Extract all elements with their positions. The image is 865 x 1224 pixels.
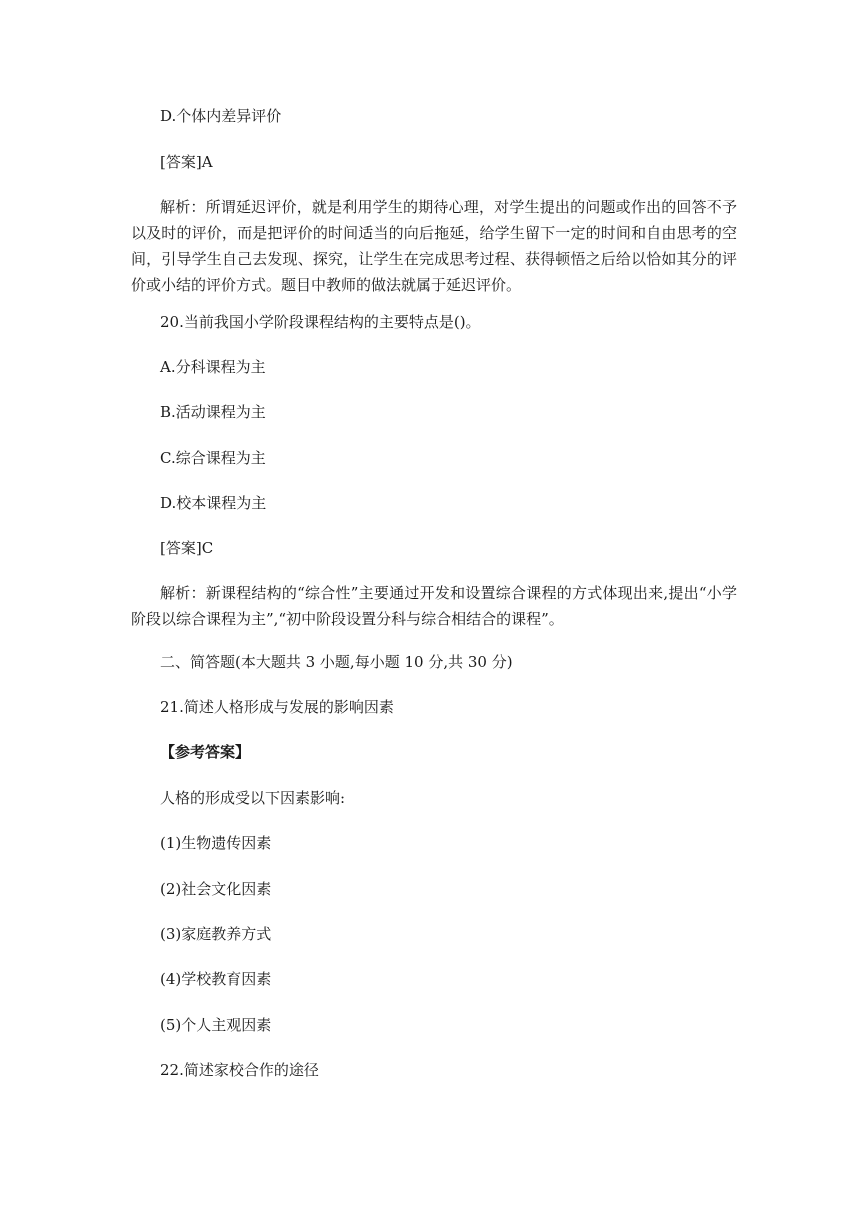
q22-question: 22.简述家校合作的途径 — [160, 1061, 319, 1079]
section-two-heading: 二、简答题(本大题共 3 小题,每小题 10 分,共 30 分) — [160, 653, 513, 671]
q20-option-a: A.分科课程为主 — [160, 358, 266, 376]
q20-answer: [答案]C — [160, 539, 214, 557]
q21-factor: (3)家庭教养方式 — [160, 925, 272, 943]
q19-answer: [答案]A — [160, 153, 213, 171]
q20-option-b: B.活动课程为主 — [160, 403, 266, 421]
q21-intro: 人格的形成受以下因素影响: — [160, 789, 346, 807]
q21-factor: (5)个人主观因素 — [160, 1016, 272, 1034]
q21-factor: (2)社会文化因素 — [160, 880, 272, 898]
q20-option-c: C.综合课程为主 — [160, 449, 266, 467]
q20-question: 20.当前我国小学阶段课程结构的主要特点是()。 — [160, 313, 481, 331]
q21-reference-answer-label: 【参考答案】 — [160, 743, 251, 761]
q19-analysis: 解析：所谓延迟评价，就是利用学生的期待心理，对学生提出的问题或作出的回答不予以及时的评价，而是把评价的时间适当的向后拖延，给学生留下一定的时间和自由思考的空间，引导学生自己去发现、探究，让学生在完成思考过程、获得顿悟之后给以恰如其分的评价或小结的评价方式。题目中教师的做法就属于延迟评价。 — [131, 198, 737, 294]
q21-factor: (4)学校教育因素 — [160, 970, 272, 988]
q20-option-d: D.校本课程为主 — [160, 494, 267, 512]
q20-analysis: 解析：新课程结构的“综合性”主要通过开发和设置综合课程的方式体现出来,提出“小学阶段以综合课程为主”,“初中阶段设置分科与综合相结合的课程”。 — [131, 584, 737, 628]
q21-question: 21.简述人格形成与发展的影响因素 — [160, 698, 394, 716]
q21-factor: (1)生物遗传因素 — [160, 834, 272, 852]
q19-option-d: D.个体内差异评价 — [160, 107, 282, 125]
